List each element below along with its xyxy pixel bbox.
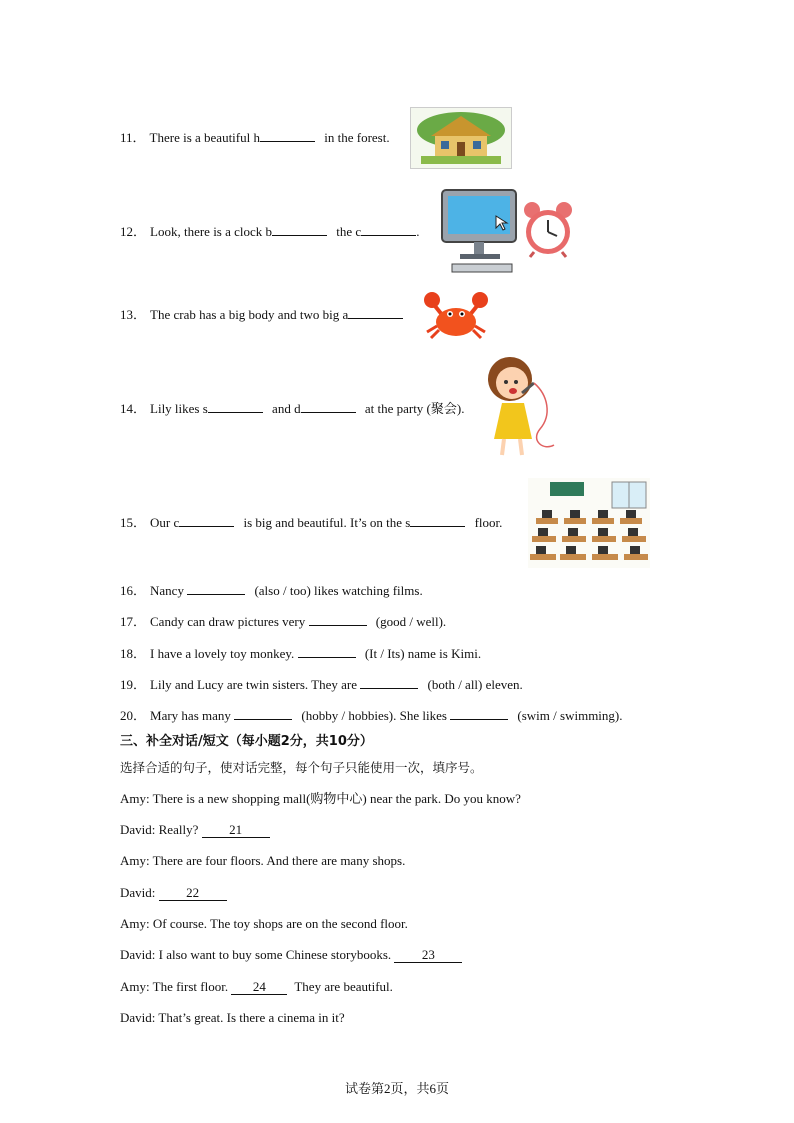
classroom-picture xyxy=(528,478,650,568)
answer-blank[interactable] xyxy=(208,401,263,413)
clock-picture xyxy=(522,200,574,258)
answer-blank[interactable] xyxy=(450,708,508,720)
section-heading: 三、补全对话/短文（每小题2分，共10分） xyxy=(120,734,373,749)
dialogue-line: David: I also want to buy some Chinese storybooks. 23 xyxy=(120,947,462,963)
question-12: 12． Look, there is a clock b the c . xyxy=(120,224,420,239)
question-19: 19． Lily and Lucy are twin sisters. They are (both / all) eleven. xyxy=(120,677,523,692)
answer-blank[interactable] xyxy=(272,224,327,236)
answer-blank[interactable] xyxy=(348,307,403,319)
answer-blank[interactable] xyxy=(260,130,315,142)
question-11: 11． There is a beautiful h in the forest. xyxy=(120,130,390,145)
page-footer: 试卷第2页，共6页 xyxy=(344,1081,449,1096)
question-15: 15． Our c is big and beautiful. It’s on the s floor. xyxy=(120,515,503,530)
answer-blank[interactable] xyxy=(298,646,356,658)
dialogue-line: David: That’s great. Is there a cinema in it? xyxy=(120,1010,345,1025)
answer-blank[interactable] xyxy=(187,583,245,595)
singing-girl-picture xyxy=(482,355,558,460)
question-20: 20． Mary has many (hobby / hobbies). She likes (swim / swimming). xyxy=(120,708,623,723)
answer-blank[interactable]: 23 xyxy=(394,948,462,963)
house-picture xyxy=(410,107,512,169)
dialogue-line: Amy: Of course. The toy shops are on the second floor. xyxy=(120,916,408,931)
computer-picture xyxy=(440,188,520,276)
answer-blank[interactable] xyxy=(234,708,292,720)
answer-blank[interactable]: 22 xyxy=(159,886,227,901)
dialogue-line: Amy: There are four floors. And there are many shops. xyxy=(120,853,406,868)
answer-blank[interactable] xyxy=(301,401,356,413)
answer-blank[interactable] xyxy=(360,677,418,689)
question-17: 17． Candy can draw pictures very (good / well). xyxy=(120,614,447,629)
answer-blank[interactable] xyxy=(179,515,234,527)
dialogue-line: David: 22 xyxy=(120,885,227,901)
question-13: 13． The crab has a big body and two big a xyxy=(120,307,403,323)
dialogue-line: David: Really? 21 xyxy=(120,822,270,838)
answer-blank[interactable] xyxy=(361,224,416,236)
section-instruction: 选择合适的句子，使对话完整，每个句子只能使用一次，填序号。 xyxy=(120,760,483,775)
answer-blank[interactable] xyxy=(309,614,367,626)
crab-picture xyxy=(423,290,489,340)
answer-blank[interactable]: 21 xyxy=(202,823,270,838)
answer-blank[interactable] xyxy=(410,515,465,527)
question-14: 14． Lily likes s and d at the party (聚会). xyxy=(120,401,465,416)
question-18: 18． I have a lovely toy monkey. (It / Its) name is Kimi. xyxy=(120,646,482,661)
dialogue-line: Amy: There is a new shopping mall(购物中心) near the park. Do you know? xyxy=(120,791,521,806)
answer-blank[interactable]: 24 xyxy=(231,980,287,995)
dialogue-line: Amy: The first floor. 24 They are beautiful. xyxy=(120,979,393,994)
question-16: 16． Nancy (also / too) likes watching films. xyxy=(120,583,423,598)
